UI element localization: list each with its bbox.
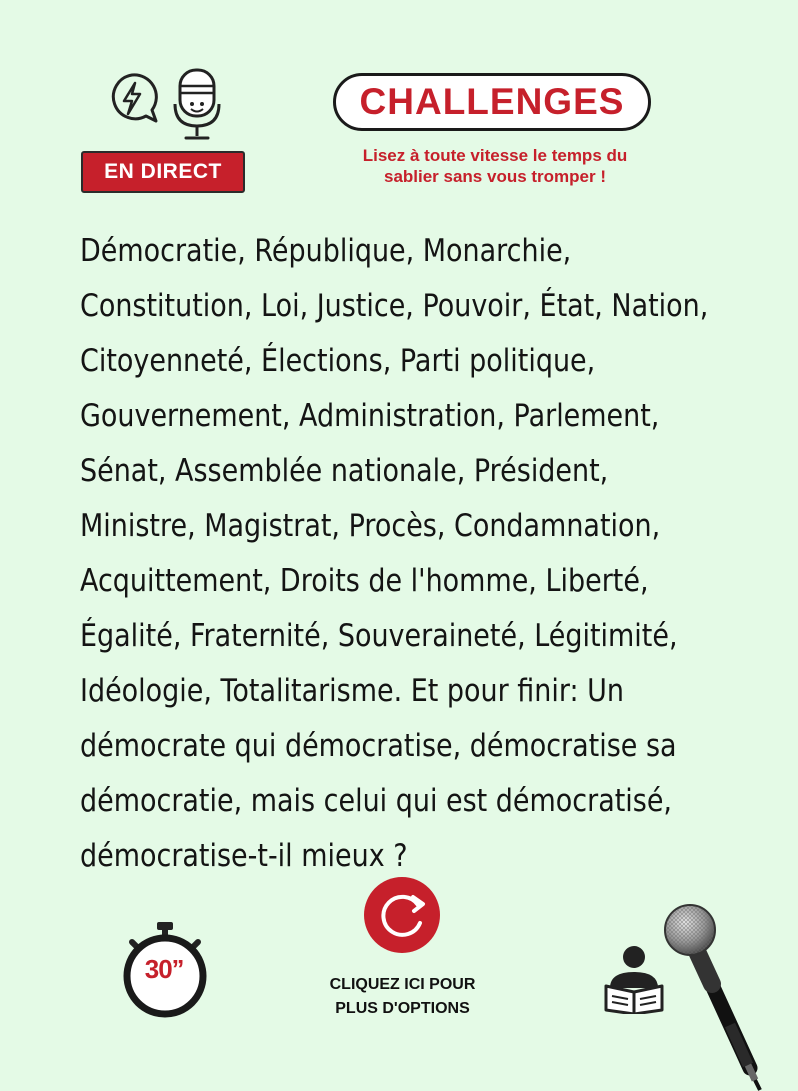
microphone-icon: [660, 900, 770, 1091]
text-line: Constitution, Loi, Justice, Pouvoir, État, Nation,: [80, 288, 709, 324]
reader-icon: [602, 944, 666, 1014]
options-line: PLUS D'OPTIONS: [335, 1000, 470, 1017]
subtitle-line: Lisez à toute vitesse le temps du: [362, 146, 628, 165]
text-line: démocratise-t-il mieux ?: [80, 838, 408, 874]
refresh-button[interactable]: [363, 876, 441, 954]
live-badge: EN DIRECT: [81, 151, 245, 193]
text-line: Idéologie, Totalitarisme. Et pour finir: Un: [80, 673, 624, 709]
lightning-bubble-icon: [104, 70, 160, 126]
challenges-title: CHALLENGES: [333, 73, 651, 131]
options-line: CLIQUEZ ICI POUR: [329, 976, 476, 993]
text-line: démocrate qui démocratise, démocratise sa: [80, 728, 677, 764]
subtitle: [300, 145, 690, 187]
text-line: Égalité, Fraternité, Souveraineté, Légitimité,: [80, 618, 678, 654]
text-line: Gouvernement, Administration, Parlement,: [80, 398, 660, 434]
timer-label: 30’’: [144, 954, 184, 984]
text-line: Acquittement, Droits de l'homme, Liberté,: [80, 563, 649, 599]
text-line: Citoyenneté, Élections, Parti politique,: [80, 343, 596, 379]
podcast-mic-icon: [170, 66, 224, 144]
text-line: démocratie, mais celui qui est démocratisé,: [80, 783, 673, 819]
challenge-text: [80, 224, 709, 884]
text-line: Démocratie, République, Monarchie,: [80, 233, 572, 269]
text-line: Ministre, Magistrat, Procès, Condamnation,: [80, 508, 661, 544]
text-line: Sénat, Assemblée nationale, Président,: [80, 453, 609, 489]
subtitle-line: sablier sans vous tromper !: [383, 167, 607, 186]
options-link[interactable]: [295, 973, 510, 1021]
